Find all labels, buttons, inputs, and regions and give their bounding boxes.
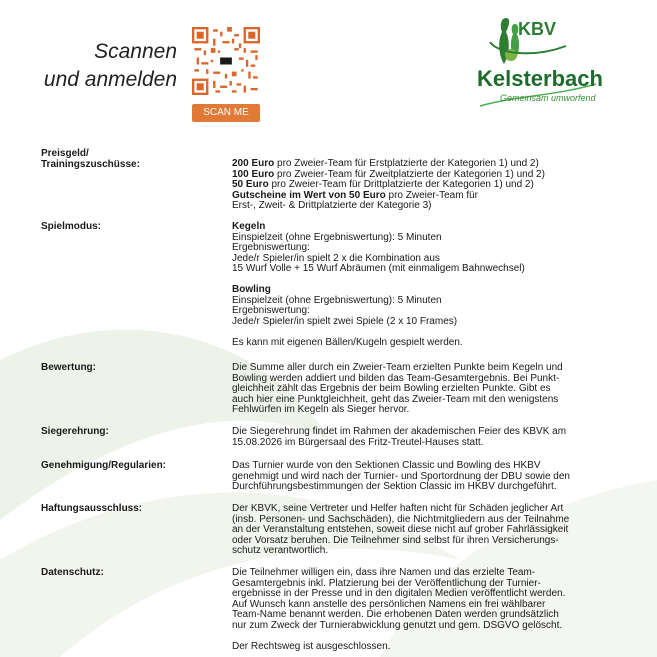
bowling-title: Bowling: [232, 284, 271, 295]
label-haftung: Haftungsausschluss:: [41, 503, 143, 514]
genehmigung-line: Das Turnier wurde von den Sektionen Classic und Bowling des HKBV: [232, 460, 541, 471]
spielmodus-text: [232, 222, 632, 348]
bewertung-line: Bowling werden addiert und bilden das Team-Gesamtergebnis. Bei Punkt-: [232, 372, 560, 384]
bowling-line: Ergebniswertung:: [232, 305, 310, 316]
scan-line-1: Scannen: [94, 40, 177, 63]
siegerehrung-line: 15.08.2026 im Bürgersaal des Fritz-Treutel-Hauses statt.: [232, 436, 484, 448]
preisgeld-desc: pro Zweier-Team für Zweitplatzierte der Kategorien 1) und 2): [274, 168, 545, 180]
genehmigung-line: Durchführungsbestimmungen der Sektion Classic im HKBV durchgeführt.: [232, 481, 557, 492]
datenschutz-line: Gesamtergebnis inkl. Platzierung bei der Veröffentlichung der Turnier-: [232, 577, 541, 589]
preisgeld-amount: 100 Euro: [232, 168, 275, 180]
label-genehmigung: Genehmigung/Regularien:: [41, 460, 167, 471]
rechtsweg-line: Der Rechtsweg ist ausgeschlossen.: [232, 640, 391, 652]
bewertung-line: auch hier eine Punktgleichheit, geht das Zweier-Team mit den wenigstens: [232, 393, 559, 405]
datenschutz-text: [232, 568, 632, 652]
preisgeld-amount: 50 Euro: [232, 179, 269, 190]
kegeln-line: 15 Wurf Volle + 15 Wurf Abräumen (mit einmaligem Bahnwechsel): [232, 263, 525, 274]
preisgeld-text: [232, 159, 632, 212]
datenschutz-line: Die Teilnehmer willigen ein, dass ihre Namen und das erzielte Team-: [232, 567, 536, 578]
kegeln-line: Ergebniswertung:: [232, 242, 310, 253]
haftung-line: oder Vorsatz beruhen. Die Teilnehmer sind selbst für ihren Versicherungs-: [232, 534, 559, 546]
preisgeld-desc: pro Zweier-Team für: [385, 189, 478, 201]
scan-line-2: und anmelden: [43, 68, 177, 91]
bowling-line: Jede/r Spieler/in spielt zwei Spiele (2 x 10 Frames): [232, 315, 458, 327]
haftung-text: [232, 504, 632, 557]
preisgeld-desc: pro Zweier-Team für Erstplatzierte der Kategorien 1) und 2): [274, 158, 539, 169]
datenschutz-line: Team-Name benannt werden. Die erhobenen Daten werden grundsätzlich: [232, 609, 559, 620]
bowling-line: Einspielzeit (ohne Ergebniswertung): 5 Minuten: [232, 294, 442, 306]
bewertung-line: Fehlwürfen im Kegeln als Sieger hervor.: [232, 404, 410, 415]
haftung-line: (insb. Personen- und Sachschäden), die Nichtmitgliedern aus der Teilnahme: [232, 513, 570, 525]
datenschutz-line: ergebnisse in der Presse und in den digitalen Medien veröffentlicht werden.: [232, 588, 566, 599]
preisgeld-desc: pro Zweier-Team für Drittplatzierte der Kategorien 1) und 2): [268, 179, 534, 190]
label-preisgeld-line2: Trainingszuschüsse:: [41, 158, 140, 170]
haftung-line: an der Veranstaltung entstehen, soweit diese nicht auf grober Fahrlässigkeit: [232, 524, 569, 535]
label-preisgeld: [41, 149, 221, 170]
haftung-line: schutz verantwortlich.: [232, 545, 329, 556]
kegeln-line: Jede/r Spieler/in spielt 2 x die Kombination aus: [232, 252, 440, 264]
genehmigung-text: [232, 461, 632, 493]
genehmigung-line: genehmigt und wird nach der Turnier- und Sportordnung der DBU sowie den: [232, 470, 570, 482]
bewertung-line: Die Summe aller durch ein Zweier-Team erzielten Punkte beim Kegeln und: [232, 362, 563, 373]
label-datenschutz: Datenschutz:: [41, 567, 104, 578]
kegeln-line: Einspielzeit (ohne Ergebniswertung): 5 Minuten: [232, 231, 442, 243]
datenschutz-line: Auf Wunsch kann anstelle des persönlichen Namens ein frei wählbarer: [232, 598, 546, 610]
siegerehrung-line: Die Siegerehrung findet im Rahmen der akademischen Feier des KBVK am: [232, 426, 567, 437]
scan-me-button[interactable]: SCAN ME: [192, 104, 260, 122]
logo-kbv-text: KBV: [518, 19, 557, 39]
haftung-line: Der KBVK, seine Vertreter und Helfer haften nicht für Schäden jeglicher Art: [232, 503, 564, 514]
bewertung-text: [232, 363, 632, 416]
label-bewertung: Bewertung:: [41, 362, 96, 373]
logo-slogan-text: Gemeinsam umworfend: [500, 93, 596, 103]
label-preisgeld-line1: Preisgeld/: [41, 148, 89, 159]
label-spielmodus: Spielmodus:: [41, 221, 102, 232]
spielmodus-note: Es kann mit eigenen Bällen/Kugeln gespielt werden.: [232, 336, 463, 348]
bewertung-line: gleichheit zählt das Ergebnis der beim Bowling erzielten Punkte. Gibt es: [232, 383, 551, 394]
preisgeld-amount: Gutscheine im Wert von 50 Euro: [232, 189, 386, 201]
preisgeld-line: Erst-, Zweit- & Drittplatzierte der Kategorie 3): [232, 200, 432, 211]
siegerehrung-text: [232, 427, 632, 448]
label-siegerehrung: Siegerehrung:: [41, 426, 109, 437]
logo-city-text: Kelsterbach: [477, 66, 603, 91]
preisgeld-amount: 200 Euro: [232, 158, 275, 169]
datenschutz-line: nur zum Zweck der Turnierabwicklung genutzt und gem. DSGVO gelöscht.: [232, 619, 563, 631]
kegeln-title: Kegeln: [232, 221, 266, 232]
